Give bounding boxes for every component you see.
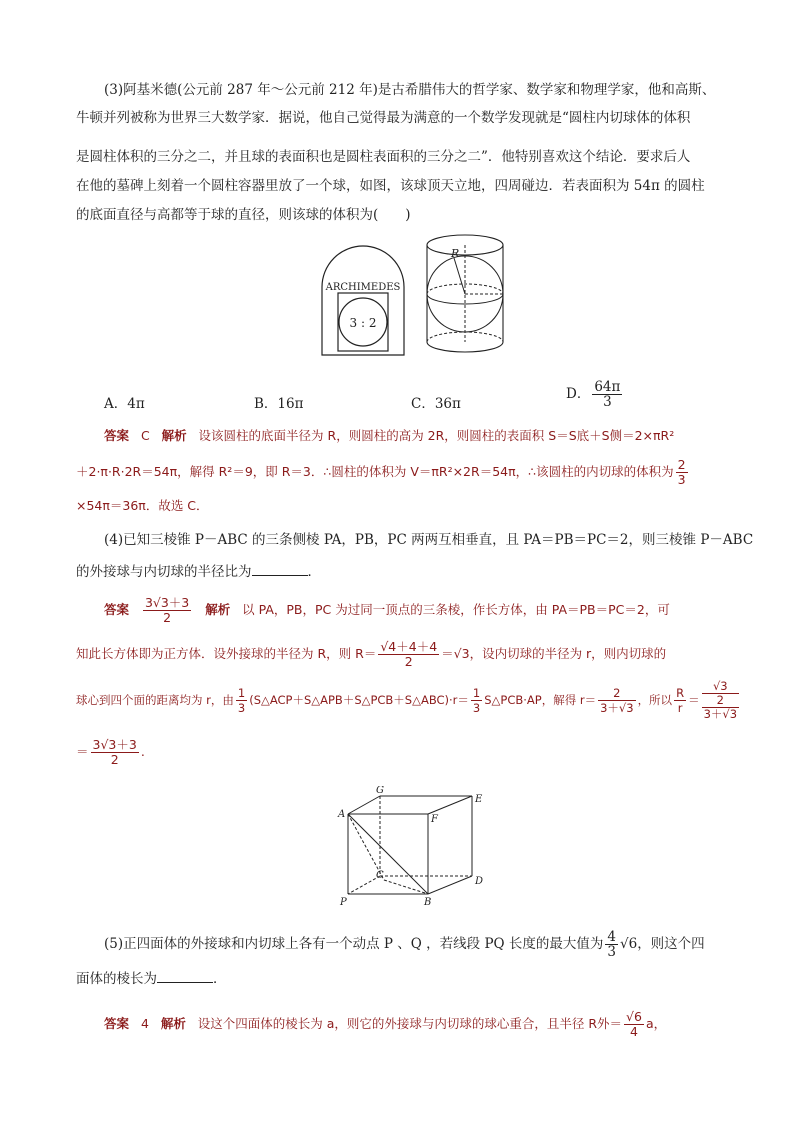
q4-f5-num: √3 (702, 680, 739, 694)
q5-frac-num: 4 (607, 929, 616, 945)
q3-answer-line-2 (76, 458, 690, 487)
q4-answer-text-3b: (S△ACP＋S△APB＋S△PCB＋S△ABC)·r＝ (249, 693, 469, 707)
q5-line-1 (104, 930, 705, 959)
q4-f4-den: r (677, 701, 683, 715)
q3-frac-den: 3 (677, 472, 686, 487)
q4-line-2-end: ． (307, 564, 321, 580)
q3-line-1: (3)阿基米德(公元前 287 年～公元前 212 年)是古希腊伟大的哲学家、数学家和物理学家，他和高斯、 (104, 82, 716, 98)
archimedes-tombstone-figure (318, 245, 408, 357)
vertex-e: E (475, 794, 483, 805)
q5-line-1-end: ，则这个四 (637, 936, 705, 952)
q4-answer-text-3c: S△PCB·AP，解得 r＝ (484, 693, 597, 707)
q4-f5-mid: 2 (702, 694, 739, 708)
q5-answer-den: 4 (630, 1024, 638, 1039)
q4-line-2 (76, 561, 321, 582)
q4-answer-blank[interactable] (252, 561, 308, 576)
vertex-a: A (338, 809, 346, 820)
radius-label: R (451, 247, 460, 260)
q5-line-2-end: ． (213, 971, 227, 987)
jiexi-label: 解析 (160, 1016, 186, 1031)
q5-answer-blank[interactable] (157, 968, 213, 983)
q3-frac-num: 2 (677, 457, 686, 472)
q4-answer-text-2a: 知此长方体即为正方体．设外接球的半径为 R，则 R＝ (76, 646, 377, 661)
option-d-den: 3 (603, 394, 612, 410)
option-a[interactable]: A．4π (104, 396, 145, 412)
q5-answer-text: 设这个四面体的棱长为 a，则它的外接球与内切球的球心重合，且半径 R外＝ (197, 1016, 623, 1031)
q4-l4-den: 2 (110, 752, 119, 767)
q5-radical: √6 (619, 936, 638, 952)
q4-f2-num: 1 (472, 686, 481, 700)
option-d-num: 64π (594, 379, 621, 395)
q3-answer-text-1: 设该圆柱的底面半径为 R，则圆柱的高为 2R，则圆柱的表面积 S＝S底＋S侧＝2×πR² (198, 428, 675, 443)
cube-figure (336, 786, 496, 908)
answer-value: 4 (140, 1016, 149, 1031)
q3-answer-text-2: ＋2·π·R·2R＝54π，解得 R²＝9，即 R＝3．∴圆柱的体积为 V＝πR²×2R＝54π，∴该圆柱的内切球的体积为 (76, 464, 674, 479)
q5-line-1-text: (5)正四面体的外接球和内切球上各有一个动点 P 、Q ，若线段 PQ 长度的最大值为 (104, 936, 604, 952)
vertex-g: G (376, 786, 384, 796)
jiexi-label: 解析 (161, 428, 187, 443)
q4-f5-den: 3＋√3 (703, 707, 738, 721)
vertex-c: C (376, 870, 384, 881)
q5-line-2 (76, 968, 227, 989)
vertex-p: P (340, 897, 347, 908)
q4-f4-num: R (676, 686, 685, 700)
q4-frac-den: 2 (404, 654, 413, 669)
option-d-fraction (592, 380, 622, 409)
q4-answer-den: 2 (163, 610, 172, 625)
q4-f3-num: 2 (598, 686, 635, 701)
q4-line-2-text: 的外接球与内切球的半径比为 (76, 564, 252, 580)
option-b[interactable]: B．16π (254, 396, 304, 412)
q4-answer-num: 3√3＋3 (144, 595, 190, 610)
q3-answer-line-1 (104, 426, 674, 446)
answer-label: 答案 (104, 1016, 130, 1031)
q3-line-5: 的底面直径与高都等于球的直径，则该球的体积为( ) (76, 207, 411, 223)
q3-answer-line-3: ×54π＝36π．故选 C． (76, 498, 209, 513)
q4-f1-den: 3 (237, 701, 246, 715)
q4-answer-text-2b: ＝√3，设内切球的半径为 r，则内切球的 (441, 646, 667, 661)
q3-line-3: 是圆柱体积的三分之二，并且球的表面积也是圆柱表面积的三分之二”．他特别喜欢这个结论．要求后人 (76, 149, 691, 165)
jiexi-label: 解析 (205, 602, 231, 617)
q4-answer-end: . (140, 744, 145, 759)
option-d[interactable] (566, 380, 624, 409)
ratio-label: 3 : 2 (349, 316, 377, 330)
q4-answer-text-3d: ，所以 (637, 693, 673, 707)
q5-frac-den: 3 (607, 944, 616, 960)
q4-f2-den: 3 (472, 701, 481, 715)
vertex-b: B (424, 897, 432, 908)
q4-answer-line-1 (104, 596, 670, 625)
q4-answer-line-4 (76, 738, 145, 767)
q5-answer-end: a， (645, 1016, 667, 1031)
answer-value: C (140, 428, 150, 443)
q5-answer-line-1 (104, 1010, 666, 1039)
q5-line-2-text: 面体的棱长为 (76, 971, 157, 987)
option-c[interactable]: C．36π (411, 396, 461, 412)
vertex-f: F (431, 814, 438, 825)
archimedes-label: ARCHIMEDES (325, 282, 401, 293)
option-d-label: D． (566, 386, 591, 402)
q4-answer-text-3a: 球心到四个面的距离均为 r，由 (76, 693, 234, 707)
cylinder-sphere-figure (422, 230, 508, 358)
answer-label: 答案 (104, 428, 130, 443)
q4-l4-num: 3√3＋3 (92, 737, 137, 752)
q4-answer-text-3e: ＝ (688, 693, 700, 707)
q4-line-1: (4)已知三棱锥 P－ABC 的三条侧棱 PA，PB，PC 两两互相垂直，且 PA＝PB＝PC＝2，则三棱锥 P－ABC (104, 532, 754, 548)
q4-answer-line-3 (76, 680, 741, 721)
q3-line-4: 在他的墓碑上刻着一个圆柱容器里放了一个球，如图，该球顶天立地，四周碰边．若表面积为 54π 的圆柱 (76, 178, 705, 194)
q4-answer-text-1: 以 PA，PB，PC 为过同一顶点的三条棱，作长方体，由 PA＝PB＝PC＝2，可 (242, 602, 670, 617)
q5-answer-num: √6 (626, 1009, 642, 1024)
q4-f1-num: 1 (237, 686, 246, 700)
answer-label: 答案 (104, 602, 130, 617)
q4-f3-den: 3＋√3 (600, 701, 634, 715)
q4-answer-eq: ＝ (76, 744, 89, 759)
q4-answer-line-2 (76, 640, 666, 669)
q4-frac-num: √4＋4＋4 (380, 639, 438, 654)
vertex-d: D (475, 876, 484, 887)
q3-line-2: 牛顿并列被称为世界三大数学家．据说，他自己觉得最为满意的一个数学发现就是“圆柱内切球体的体积 (76, 110, 691, 126)
